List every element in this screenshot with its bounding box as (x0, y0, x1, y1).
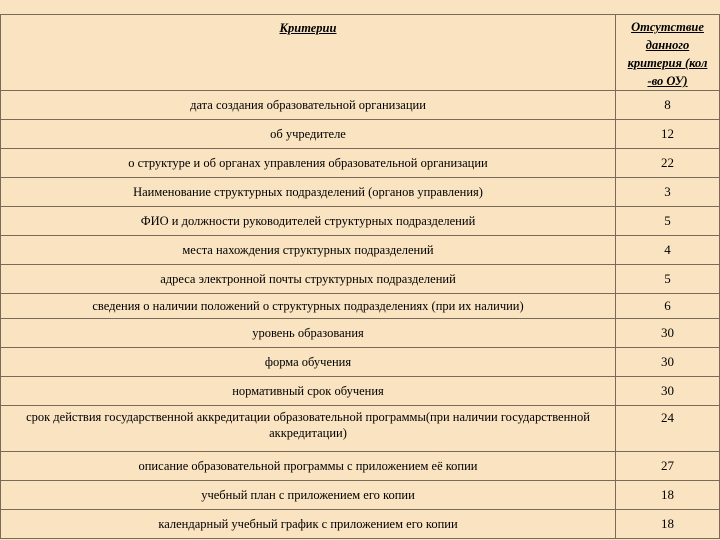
criterion-cell: адреса электронной почты структурных подразделений (1, 265, 616, 294)
table-row (1, 294, 720, 319)
table-row (1, 178, 720, 207)
absence-column-header: Отсутствие данного критерия (кол -во ОУ) (616, 15, 720, 91)
criterion-cell: срок действия государственной аккредитации образовательной программы(при наличии государственной аккредитации) (1, 406, 616, 452)
table-row (1, 265, 720, 294)
table-row (1, 348, 720, 377)
criterion-cell: Наименование структурных подразделений (органов управления) (1, 178, 616, 207)
count-cell: 18 (616, 481, 720, 510)
table-row (1, 377, 720, 406)
criterion-cell: сведения о наличии положений о структурных подразделениях (при их наличии) (1, 294, 616, 319)
table-row (1, 406, 720, 452)
criterion-cell: форма обучения (1, 348, 616, 377)
count-cell: 24 (616, 406, 720, 452)
criterion-cell: об учредителе (1, 120, 616, 149)
table-row (1, 236, 720, 265)
criterion-cell: ФИО и должности руководителей структурных подразделений (1, 207, 616, 236)
criterion-cell: описание образовательной программы с приложением её копии (1, 452, 616, 481)
criteria-column-header: Критерии (1, 15, 616, 91)
criteria-table (0, 14, 720, 539)
count-cell: 30 (616, 377, 720, 406)
table-header-row (1, 15, 720, 91)
criterion-cell: о структуре и об органах управления образовательной организации (1, 149, 616, 178)
count-cell: 22 (616, 149, 720, 178)
criterion-cell: нормативный срок обучения (1, 377, 616, 406)
count-cell: 5 (616, 207, 720, 236)
count-cell: 12 (616, 120, 720, 149)
table-row (1, 207, 720, 236)
table-row (1, 149, 720, 178)
table-row (1, 452, 720, 481)
table-row (1, 481, 720, 510)
criterion-cell: учебный план с приложением его копии (1, 481, 616, 510)
count-cell: 18 (616, 510, 720, 539)
table-row (1, 510, 720, 539)
count-cell: 30 (616, 348, 720, 377)
table-row (1, 91, 720, 120)
table-row (1, 319, 720, 348)
table-row (1, 120, 720, 149)
criterion-cell: календарный учебный график с приложением его копии (1, 510, 616, 539)
criterion-cell: уровень образования (1, 319, 616, 348)
count-cell: 27 (616, 452, 720, 481)
count-cell: 30 (616, 319, 720, 348)
count-cell: 8 (616, 91, 720, 120)
criterion-cell: места нахождения структурных подразделений (1, 236, 616, 265)
count-cell: 4 (616, 236, 720, 265)
count-cell: 3 (616, 178, 720, 207)
criteria-table-container (0, 14, 720, 540)
count-cell: 6 (616, 294, 720, 319)
criterion-cell: дата создания образовательной организации (1, 91, 616, 120)
count-cell: 5 (616, 265, 720, 294)
